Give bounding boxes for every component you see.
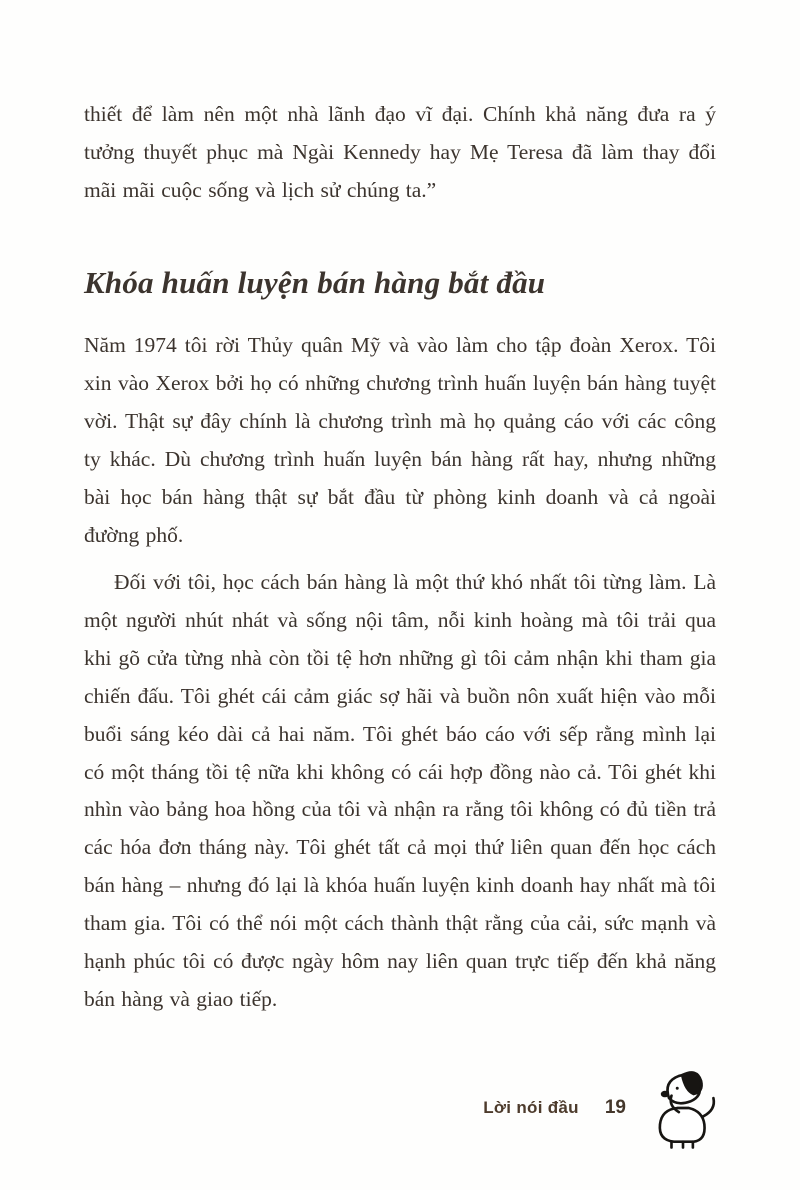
footer-section-label: Lời nói đầu [483, 1098, 579, 1117]
quote-continuation-paragraph: thiết để làm nên một nhà lãnh đạo vĩ đại. Chính khả năng đưa ra ý tưởng thuyết phục mà Ngài Kennedy hay Mẹ Teresa đã làm thay đổi mãi mãi cuộc sống và lịch sử chúng ta.” [84, 102, 716, 202]
dog-mascot-icon [646, 1066, 720, 1150]
body-paragraph: Năm 1974 tôi rời Thủy quân Mỹ và vào làm cho tập đoàn Xerox. Tôi xin vào Xerox bởi họ có những chương trình huấn luyện bán hàng tuyệt vời. Thật sự đây chính là chương trình mà họ quảng cáo với các công ty khác. Dù chương trình huấn luyện bán hàng rất hay, nhưng những bài học bán hàng thật sự bắt đầu từ phòng kinh doanh và cả ngoài đường phố. [84, 333, 716, 547]
section-heading: Khóa huấn luyện bán hàng bắt đầu [84, 265, 546, 301]
body-paragraph: Đối với tôi, học cách bán hàng là một thứ khó nhất tôi từng làm. Là một người nhút nhát và sống nội tâm, nỗi kinh hoàng mà tôi trải qua khi gõ cửa từng nhà còn tồi tệ hơn những gì tôi cảm nhận khi tham gia chiến đấu. Tôi ghét cái cảm giác sợ hãi và buồn nôn xuất hiện vào mỗi buổi sáng kéo dài cả hai năm. Tôi ghét báo cáo với sếp rằng mình lại có một tháng tồi tệ nữa khi không có cái hợp đồng nào cả. Tôi ghét khi nhìn vào bảng hoa hồng của tôi và nhận ra rằng tôi không có đủ tiền trả các hóa đơn tháng này. Tôi ghét tất cả mọi thứ liên quan đến học cách bán hàng – nhưng đó lại là khóa huấn luyện kinh doanh hay nhất mà tôi tham gia. Tôi có thể nói một cách thành thật rằng của cải, sức mạnh và hạnh phúc tôi có được ngày hôm nay liên quan trực tiếp đến khả năng bán hàng và giao tiếp. [84, 570, 716, 1011]
page-number: 19 [604, 1097, 626, 1118]
page-footer [483, 1066, 720, 1150]
